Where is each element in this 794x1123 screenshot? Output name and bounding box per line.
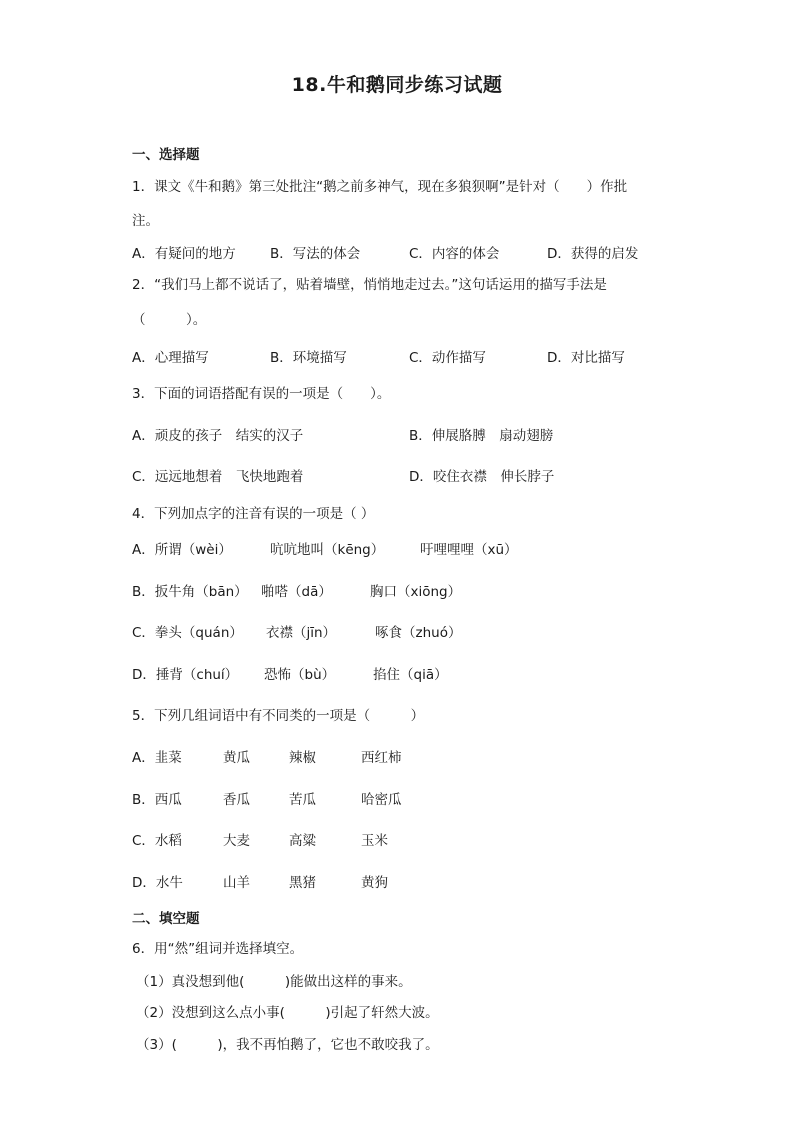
section-heading-fill: 二、填空题: [132, 911, 200, 927]
question-2-option-a: A．心理描写: [132, 350, 209, 366]
question-4-option-d-item-3: 掐住（qiā）: [373, 667, 448, 683]
question-1-stem: 1．课文《牛和鹅》第三处批注“鹅之前多神气，现在多狼狈啊”是针对（ ）作批: [132, 179, 628, 195]
question-4-option-c-item-2: 衣襟（jīn）: [266, 625, 337, 641]
question-2-stem-cont: （ ）。: [132, 312, 207, 328]
question-4-option-c-item-3: 啄食（zhuó）: [375, 625, 462, 641]
question-2-stem: 2．“我们马上都不说话了，贴着墙壁，悄悄地走过去。”这句话运用的描写手法是: [132, 277, 607, 293]
section-heading-choice: 一、选择题: [132, 147, 200, 163]
question-3-option-b: B．伸展胳膊 扇动翅膀: [409, 428, 554, 444]
question-5-option-b-word-4: 哈密瓜: [361, 792, 402, 808]
question-5-option-b-word-1: B．西瓜: [132, 792, 182, 808]
question-1-option-a: A．有疑问的地方: [132, 246, 236, 262]
question-6-item-1: （1）真没想到他( )能做出这样的事来。: [136, 974, 412, 990]
question-4-option-d-item-1: D．捶背（chuí）: [132, 667, 239, 683]
question-1-option-c: C．内容的体会: [409, 246, 500, 262]
question-5-option-b-word-3: 苦瓜: [289, 792, 316, 808]
question-4-option-a-item-1: A．所谓（wèi）: [132, 542, 232, 558]
question-3-option-c: C．远远地想着 飞快地跑着: [132, 469, 304, 485]
question-5-option-d-word-4: 黄狗: [361, 875, 388, 891]
question-4-option-a-item-2: 吭吭地叫（kēng）: [270, 542, 385, 558]
question-5-option-d-word-3: 黑猪: [289, 875, 316, 891]
question-5-option-c-word-1: C．水稻: [132, 833, 182, 849]
question-2-option-d: D．对比描写: [547, 350, 625, 366]
question-5-option-c-word-2: 大麦: [223, 833, 250, 849]
question-6-item-3: （3）( )，我不再怕鹅了，它也不敢咬我了。: [136, 1037, 439, 1053]
question-4-stem: 4．下列加点字的注音有误的一项是（ ）: [132, 506, 375, 522]
page-title: 18.牛和鹅同步练习试题: [291, 74, 503, 96]
question-5-option-b-word-2: 香瓜: [223, 792, 250, 808]
question-5-option-d-word-1: D．水牛: [132, 875, 183, 891]
question-1-option-d: D．获得的启发: [547, 246, 639, 262]
question-5-option-a-word-4: 西红柿: [361, 750, 402, 766]
question-4-option-b-item-3: 胸口（xiōng）: [370, 584, 462, 600]
question-5-option-d-word-2: 山羊: [223, 875, 250, 891]
question-2-option-b: B．环境描写: [270, 350, 347, 366]
question-3-stem: 3．下面的词语搭配有误的一项是（ ）。: [132, 386, 391, 402]
question-4-option-d-item-2: 恐怖（bù）: [264, 667, 336, 683]
question-5-stem: 5．下列几组词语中有不同类的一项是（ ）: [132, 708, 425, 724]
question-3-option-a: A．顽皮的孩子 结实的汉子: [132, 428, 304, 444]
question-5-option-a-word-3: 辣椒: [289, 750, 316, 766]
question-6-stem: 6．用“然”组词并选择填空。: [132, 941, 304, 957]
question-5-option-c-word-4: 玉米: [361, 833, 388, 849]
question-6-item-2: （2）没想到这么点小事( )引起了轩然大波。: [136, 1005, 439, 1021]
question-3-option-d: D．咬住衣襟 伸长脖子: [409, 469, 555, 485]
question-4-option-a-item-3: 吁哩哩哩（xū）: [420, 542, 518, 558]
question-4-option-b-item-2: 啪嗒（dā）: [261, 584, 332, 600]
question-4-option-c-item-1: C．拳头（quán）: [132, 625, 243, 641]
question-1-stem-cont: 注。: [132, 213, 159, 229]
question-1-option-b: B．写法的体会: [270, 246, 361, 262]
question-4-option-b-item-1: B．扳牛角（bān）: [132, 584, 248, 600]
question-2-option-c: C．动作描写: [409, 350, 486, 366]
question-5-option-a-word-2: 黄瓜: [223, 750, 250, 766]
question-5-option-a-word-1: A．韭菜: [132, 750, 182, 766]
question-5-option-c-word-3: 高粱: [289, 833, 316, 849]
